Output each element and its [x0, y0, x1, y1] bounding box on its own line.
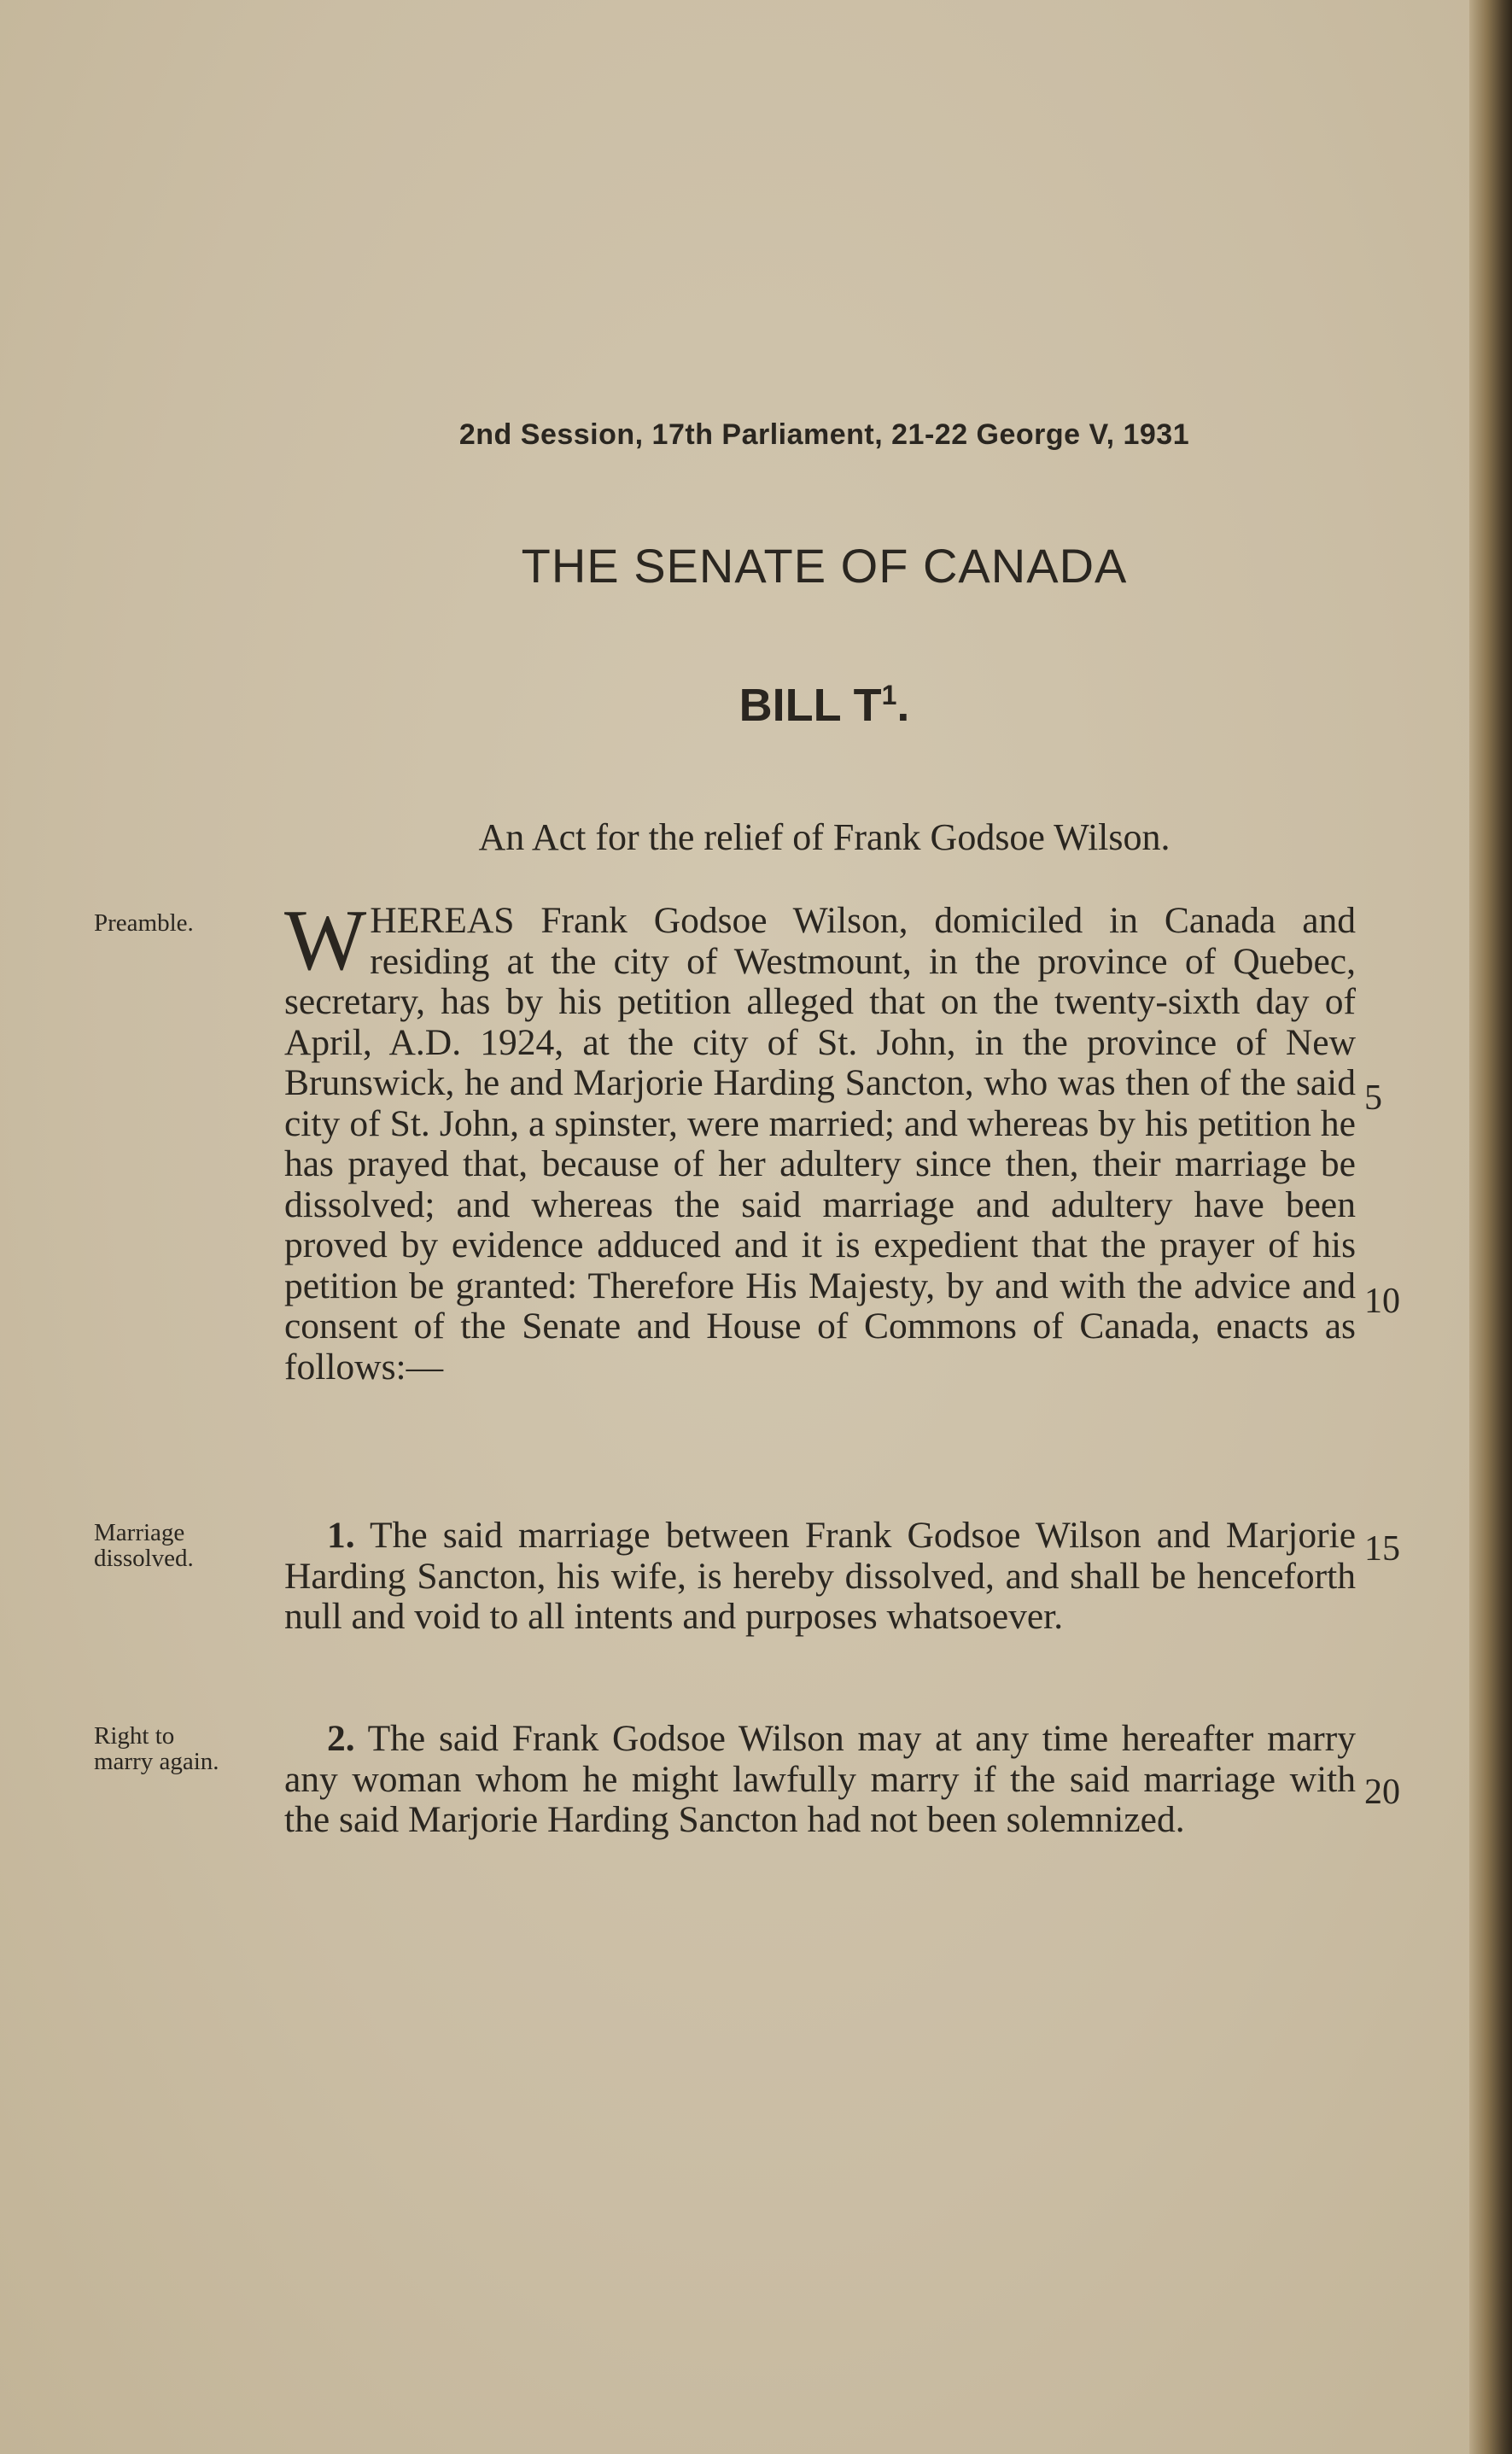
act-title: An Act for the relief of Frank Godsoe Wilson.	[478, 816, 1170, 858]
margin-note-preamble: Preamble.	[94, 909, 194, 937]
section-2-number: 2.	[327, 1718, 355, 1759]
section-2-text: The said Frank Godsoe Wilson may at any time hereafter marry any woman whom he might lawfully marry if the said marriage with the said Marjorie Harding Sancton had not been solemnized.	[284, 1718, 1357, 1840]
bill-superscript: 1	[881, 680, 897, 710]
margin-note-line: Right to	[94, 1722, 175, 1750]
margin-note-line: dissolved.	[94, 1545, 194, 1572]
section-1-text: The said marriage between Frank Godsoe Wilson and Marjorie Harding Sancton, his wife, is hereby dissolved, and shall be henceforth null and void to all intents and purposes whatsoever.	[284, 1515, 1357, 1637]
section-1-number: 1.	[327, 1515, 355, 1556]
margin-note-line: marry again.	[94, 1748, 219, 1775]
preamble-text: HEREAS Frank Godsoe Wilson, domiciled in Canada and residing at the city of Westmount, in the province of Quebec, secretary, has by his petition alleged that on the twenty-sixth day of April, A.D. 1924, at the city of St. John, in the province of New Brunswick, he and Marjorie Harding Sancton, who was then of the said city of St. John, a spinster, were married; and whereas by his petition he has prayed that, because of her adultery since then, their marriage be dissolved; and whereas the said marriage and adultery have been proved by evidence adduced and it is expedient that the prayer of his petition be granted: Therefore His Majesty, by and with the advice and consent of the Senate and House of Commons of Canada, enacts as follows:—	[284, 900, 1356, 1388]
preamble-paragraph	[284, 892, 1356, 1388]
section-2-paragraph	[284, 1719, 1356, 1841]
line-number-15: 15	[1364, 1529, 1400, 1569]
bill-suffix: .	[896, 680, 910, 731]
section-1-paragraph	[284, 1516, 1356, 1638]
margin-note-marriage-dissolved	[94, 1520, 256, 1571]
margin-note-right-to-marry	[94, 1723, 256, 1774]
line-number-10: 10	[1364, 1282, 1400, 1321]
line-number-5: 5	[1364, 1078, 1382, 1118]
line-number-20: 20	[1364, 1773, 1400, 1812]
preamble-dropcap: W	[284, 892, 367, 989]
margin-note-line: Marriage	[94, 1519, 185, 1546]
chamber-heading: THE SENATE OF CANADA	[521, 539, 1128, 593]
session-heading: 2nd Session, 17th Parliament, 21-22 George V, 1931	[458, 418, 1190, 451]
page-binding-edge	[1469, 0, 1512, 2454]
bill-title	[0, 679, 1512, 732]
bill-prefix: BILL T	[738, 680, 882, 731]
